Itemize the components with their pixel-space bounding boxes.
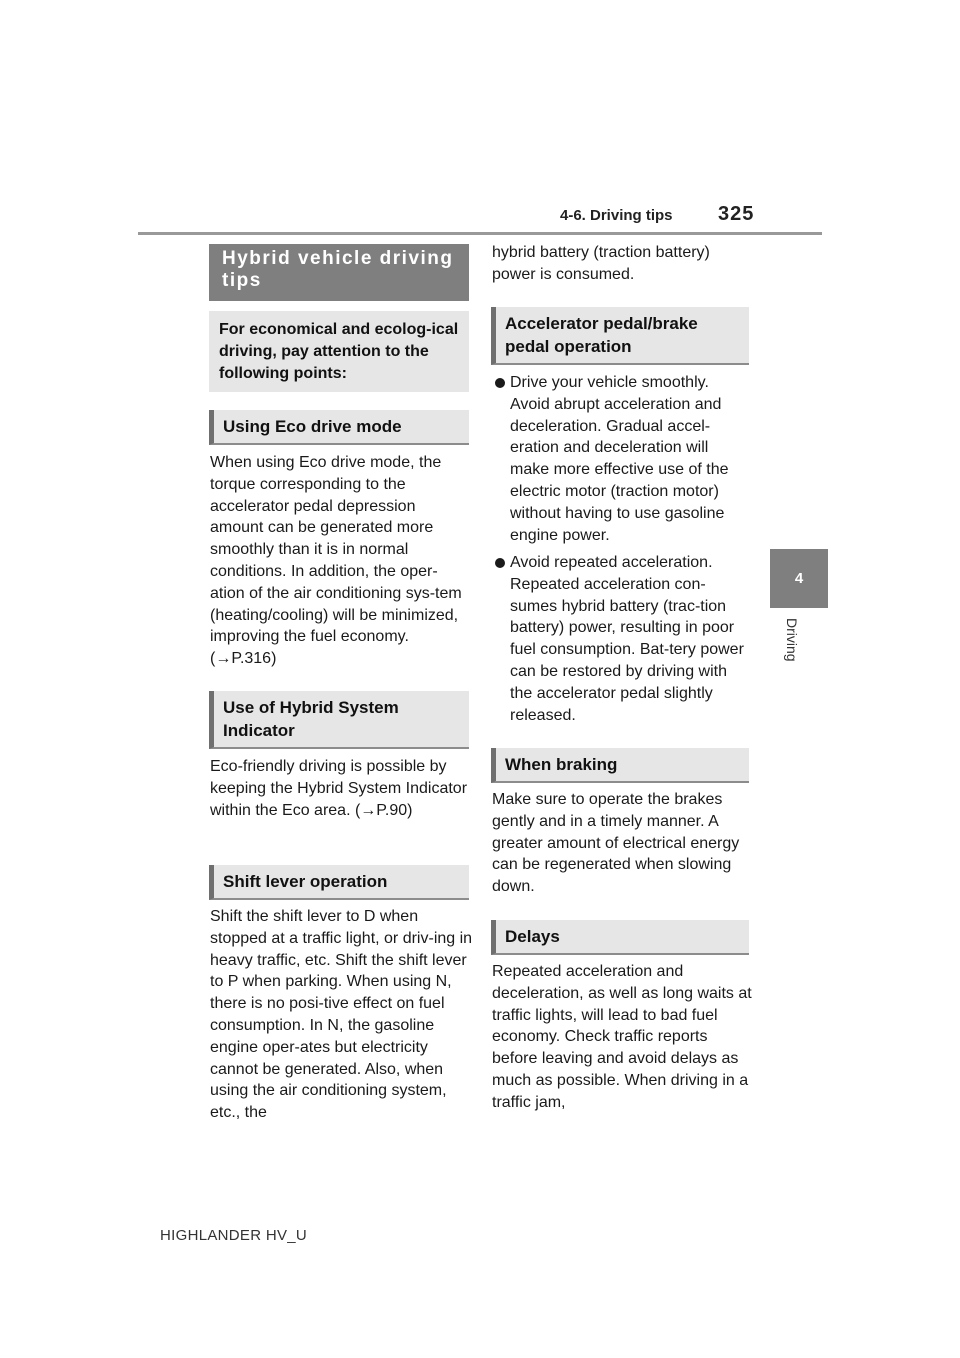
chapter-tab	[770, 549, 828, 608]
heading-when-braking: When braking	[491, 748, 749, 783]
bullet-drive-smoothly: Drive your vehicle smoothly. Avoid abrupt acceleration and deceleration. Gradual accel-eration and deceleration will make more effective use of the electric motor (traction motor) without having to use gasoline engine power.	[493, 372, 749, 546]
bullet-avoid-repeated-acceleration: Avoid repeated acceleration. Repeated acceleration con-sumes hybrid battery (trac-tion battery) power, resulting in poor fuel consumption. Bat-tery power can be restored by driving with the accelerator pedal slightly released.	[493, 552, 749, 726]
paragraph-eco-drive-mode: When using Eco drive mode, the torque corresponding to the accelerator pedal depression amount can be generated more smoothly than it is in normal conditions. In addition, the oper-ation of the air conditioning sys-tem (heating/cooling) will be minimized, improving the fuel economy. (→P.316)	[210, 454, 462, 668]
paragraph-continuation: hybrid battery (traction battery) power is consumed.	[492, 244, 710, 283]
paragraph-when-braking: Make sure to operate the brakes gently and in a timely manner. A greater amount of electrical energy can be regenerated when slowing down.	[492, 791, 740, 896]
page-number: 325	[718, 203, 755, 225]
paragraph-shift-lever-operation: Shift the shift lever to D when stopped at a traffic light, or driv-ing in heavy traffic, etc. Shift the shift lever to P when parking. When using N, there is no posi-tive effect on fuel consumption. In N, the gasoline engine oper-ates but electricity cannot be generated. Also, when using the air conditioning system, etc., the	[210, 908, 473, 1122]
main-title: Hybrid vehicle driving tips	[209, 244, 469, 301]
heading-accelerator-brake: Accelerator pedal/brake pedal operation	[491, 307, 749, 365]
chapter-label: Driving	[784, 618, 800, 662]
heading-eco-drive-mode: Using Eco drive mode	[209, 410, 469, 445]
footer-model: HIGHLANDER HV_U	[160, 1227, 308, 1244]
heading-hybrid-system-indicator: Use of Hybrid System Indicator	[209, 691, 469, 749]
paragraph-hybrid-system-indicator: Eco-friendly driving is possible by keeping the Hybrid System Indicator within the Eco area. (→P.90)	[210, 758, 468, 819]
heading-shift-lever-operation: Shift lever operation	[209, 865, 469, 900]
chapter-number: 4	[794, 570, 804, 587]
header-divider	[138, 232, 822, 235]
paragraph-delays: Repeated acceleration and deceleration, as well as long waits at traffic lights, will lead to bad fuel economy. Check traffic reports before leaving and avoid delays as much as possible. When driving in a traffic jam,	[492, 963, 752, 1111]
intro-box: For economical and ecolog-ical driving, pay attention to the following points:	[209, 311, 469, 392]
heading-delays: Delays	[491, 920, 749, 955]
section-title: 4-6. Driving tips	[560, 207, 673, 224]
